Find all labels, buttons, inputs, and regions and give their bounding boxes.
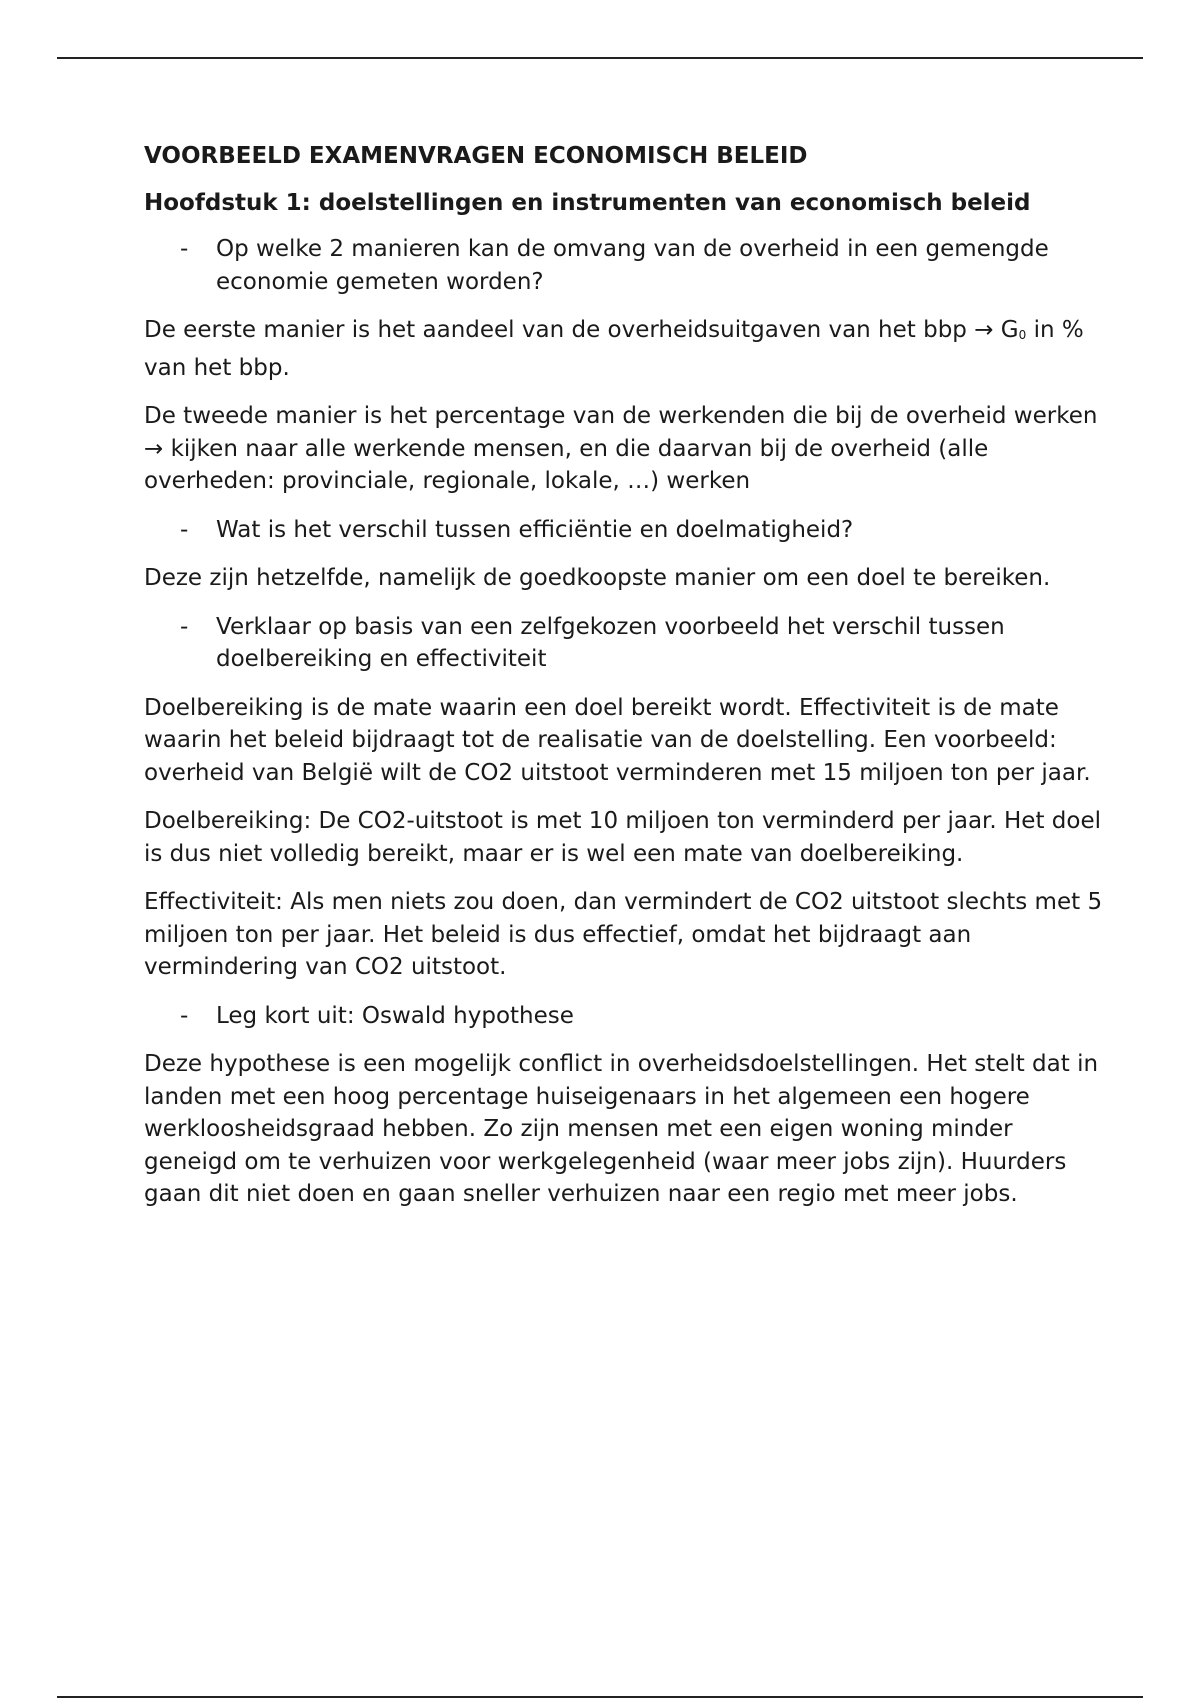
answer-1-text-rest: in % van het bbp. [144,317,1084,381]
subscript-zero: 0 [1018,328,1027,342]
question-3-text: Verklaar op basis van een zelfgekozen voorbeeld het verschil tussen doelbereiking en effectiviteit [216,613,1005,672]
question-2-text: Wat is het verschil tussen efficiëntie en doelmatigheid? [216,516,854,543]
question-1-text: Op welke 2 manieren kan de omvang van de overheid in een gemengde economie gemeten worden? [216,236,1049,295]
answer-1-paragraph-1 [144,314,1104,384]
answer-3-paragraph-3: Effectiviteit: Als men niets zou doen, dan vermindert de CO2 uitstoot slechts met 5 miljoen ton per jaar. Het beleid is dus effectief, omdat het bijdraagt aan vermindering van CO2 uitstoot. [144,889,1103,980]
bullet-dash: - [180,1002,189,1029]
question-1 [144,233,1104,298]
answer-1-paragraph-2: De tweede manier is het percentage van de werkenden die bij de overheid werken → kijken naar alle werkende mensen, en die daarvan bij de overheid (alle overheden: provinciale, regionale, lokale, …) werken [144,403,1098,494]
question-4-text: Leg kort uit: Oswald hypothese [216,1002,574,1029]
bottom-divider [57,1696,1143,1698]
document-title: VOORBEELD EXAMENVRAGEN ECONOMISCH BELEID [144,143,808,169]
answer-3-paragraph-2: Doelbereiking: De CO2-uitstoot is met 10 miljoen ton verminderd per jaar. Het doel is dus niet volledig bereikt, maar er is wel een mate van doelbereiking. [144,808,1101,867]
question-3 [144,611,1104,676]
answer-4-paragraph: Deze hypothese is een mogelijk conflict in overheidsdoelstellingen. Het stelt dat in landen met een hoog percentage huiseigenaars in het algemeen een hogere werkloosheidsgraad hebben. Zo zijn mensen met een eigen woning minder geneigd om te verhuizen voor werkgelegenheid (waar meer jobs zijn). Huurders gaan dit niet doen en gaan sneller verhuizen naar een regio met meer jobs. [144,1051,1099,1207]
answer-2-paragraph: Deze zijn hetzelfde, namelijk de goedkoopste manier om een doel te bereiken. [144,565,1051,591]
document-body [144,140,1104,1227]
answer-1-text: De eerste manier is het aandeel van de overheidsuitgaven van het bbp → G [144,317,1019,343]
answer-3-paragraph-1: Doelbereiking is de mate waarin een doel bereikt wordt. Effectiviteit is de mate waarin het beleid bijdraagt tot de realisatie van de doelstelling. Een voorbeeld: overheid van België wilt de CO2 uitstoot verminderen met 15 miljoen ton per jaar. [144,694,1091,786]
bullet-dash: - [180,236,189,262]
chapter-heading: Hoofdstuk 1: doelstellingen en instrumenten van economisch beleid [144,189,1031,216]
top-divider [57,57,1143,59]
bullet-dash: - [180,613,189,640]
question-2 [144,514,1104,547]
question-4 [144,1000,1104,1033]
bullet-dash: - [180,516,189,543]
